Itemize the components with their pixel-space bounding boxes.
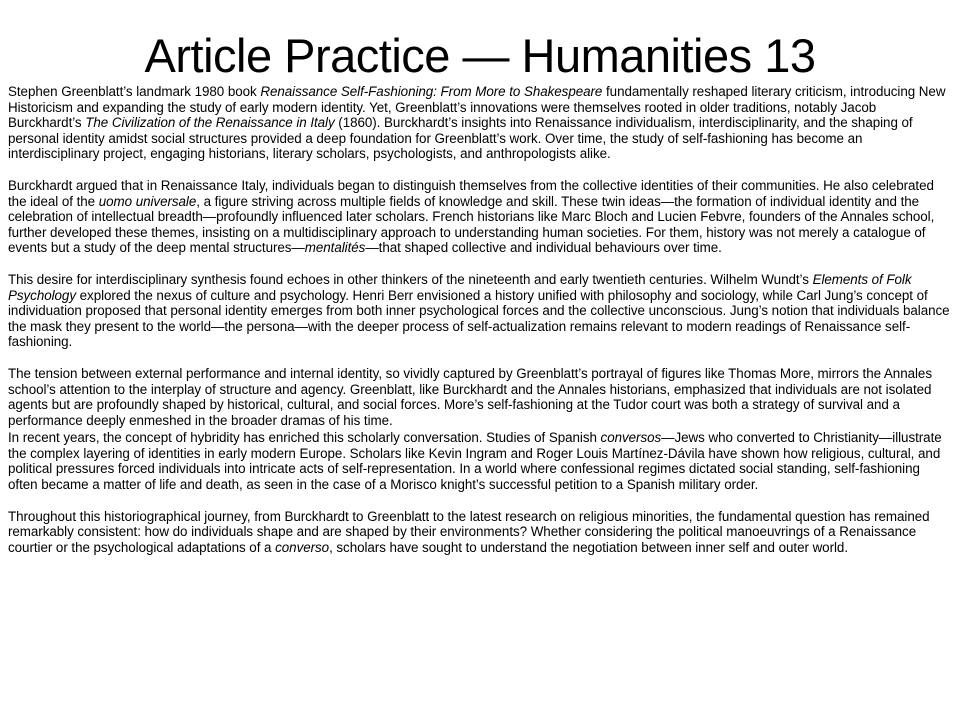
text-segment: Stephen Greenblatt’s landmark 1980 book — [8, 84, 261, 99]
book-title: Renaissance Self-Fashioning: From More to Shakespeare — [260, 84, 603, 99]
text-segment: —that shaped collective and individual behaviours over time. — [365, 240, 722, 256]
paragraph-5 — [8, 430, 952, 492]
text-segment: Burckhardt argued that in Renaissance Italy, individuals began to distinguish themselves from the collective identities of their communities. He also celebrated the ideal of the — [8, 177, 934, 209]
italic-term: uomo universale — [98, 193, 197, 209]
book-title: Elements of Folk Psychology — [8, 271, 912, 303]
text-segment: This desire for interdisciplinary synthesis found echoes in other thinkers of the nineteenth and early twentieth centuries. Wilhelm Wundt’s — [8, 271, 813, 287]
text-segment: , a figure striving across multiple fields of knowledge and skill. These twin ideas—the formation of individual identity and the celebration of intellectual breadth—profoundly influenced later scholars. French historians like Marc Bloch and Lucien Febvre, founders of the Annales school, further developed these themes, insisting on a multidisciplinary approach to understanding human societies. For them, history was not merely a catalogue of events but a study of the deep mental structures— — [8, 193, 935, 256]
text-segment: In recent years, the concept of hybridity has enriched this scholarly conversation. Studies of Spanish — [8, 430, 601, 446]
paragraph-2 — [8, 178, 952, 256]
italic-term: converso — [275, 539, 330, 555]
text-segment: (1860). Burckhardt’s insights into Renaissance individualism, interdisciplinarity, and the shaping of personal identity amidst social structures provided a deep foundation for Greenblatt’s work. Over time, the study of self-fashioning has become an interdisciplinary project, engaging historians, literary scholars, psychologists, and anthropologists alike. — [8, 115, 913, 162]
slide-title: Article Practice — Humanities 13 — [144, 29, 816, 82]
text-segment: fundamentally reshaped literary criticism, introducing New Historicism and expanding the study of early modern identity. Yet, Greenblatt’s innovations were themselves rooted in older traditions, notably Jacob Burckhardt’s — [8, 84, 946, 131]
book-title: The Civilization of the Renaissance in Italy — [85, 115, 335, 131]
italic-term: mentalités — [304, 240, 366, 256]
text-segment: —Jews who converted to Christianity—illustrate the complex layering of identities in early modern Europe. Scholars like Kevin Ingram and Roger Louis Martínez-Dávila have shown how religious, cultural, and political pressures forced individuals into intricate acts of self-representation. In a world where confessional regimes dictated social standing, self-fashioning often became a matter of life and death, as seen in the case of a Morisco knight’s successful petition to a Spanish military order. — [8, 430, 942, 493]
paragraph-6 — [8, 509, 952, 556]
article-body — [8, 84, 952, 555]
text-segment: The tension between external performance and internal identity, so vividly captured by Greenblatt’s portrayal of figures like Thomas More, mirrors the Annales school’s attention to the interplay of structure and agency. Greenblatt, like Burckhardt and the Annales historians, emphasized that individuals are not isolated agents but are profoundly shaped by historical, cultural, and social forces. More’s self-fashioning at the Tudor court was both a strategy of survival and a performance deeply enmeshed in the broader dramas of his time. — [8, 365, 932, 428]
text-segment: Throughout this historiographical journey, from Burckhardt to Greenblatt to the latest research on religious minorities, the fundamental question has remained remarkably consistent: how do individuals shape and are shaped by their environments? Whether considering the political manoeuvrings of a Renaissance courtier or the psychological adaptations of a — [8, 508, 930, 555]
text-segment: , scholars have sought to understand the negotiation between inner self and outer world. — [329, 539, 848, 555]
paragraph-4 — [8, 366, 952, 428]
italic-term: conversos — [600, 430, 662, 446]
paragraph-3 — [8, 272, 952, 350]
text-segment: explored the nexus of culture and psychology. Henri Berr envisioned a history unified with philosophy and sociology, while Carl Jung’s concept of individuation proposed that personal identity emerges from both inner psychological forces and the collective unconscious. Jung’s notion that individuals balance the mask they present to the world—the persona—with the deeper process of self-actualization remains relevant to modern readings of Renaissance self-fashioning. — [8, 287, 950, 350]
paragraph-1 — [8, 84, 952, 162]
